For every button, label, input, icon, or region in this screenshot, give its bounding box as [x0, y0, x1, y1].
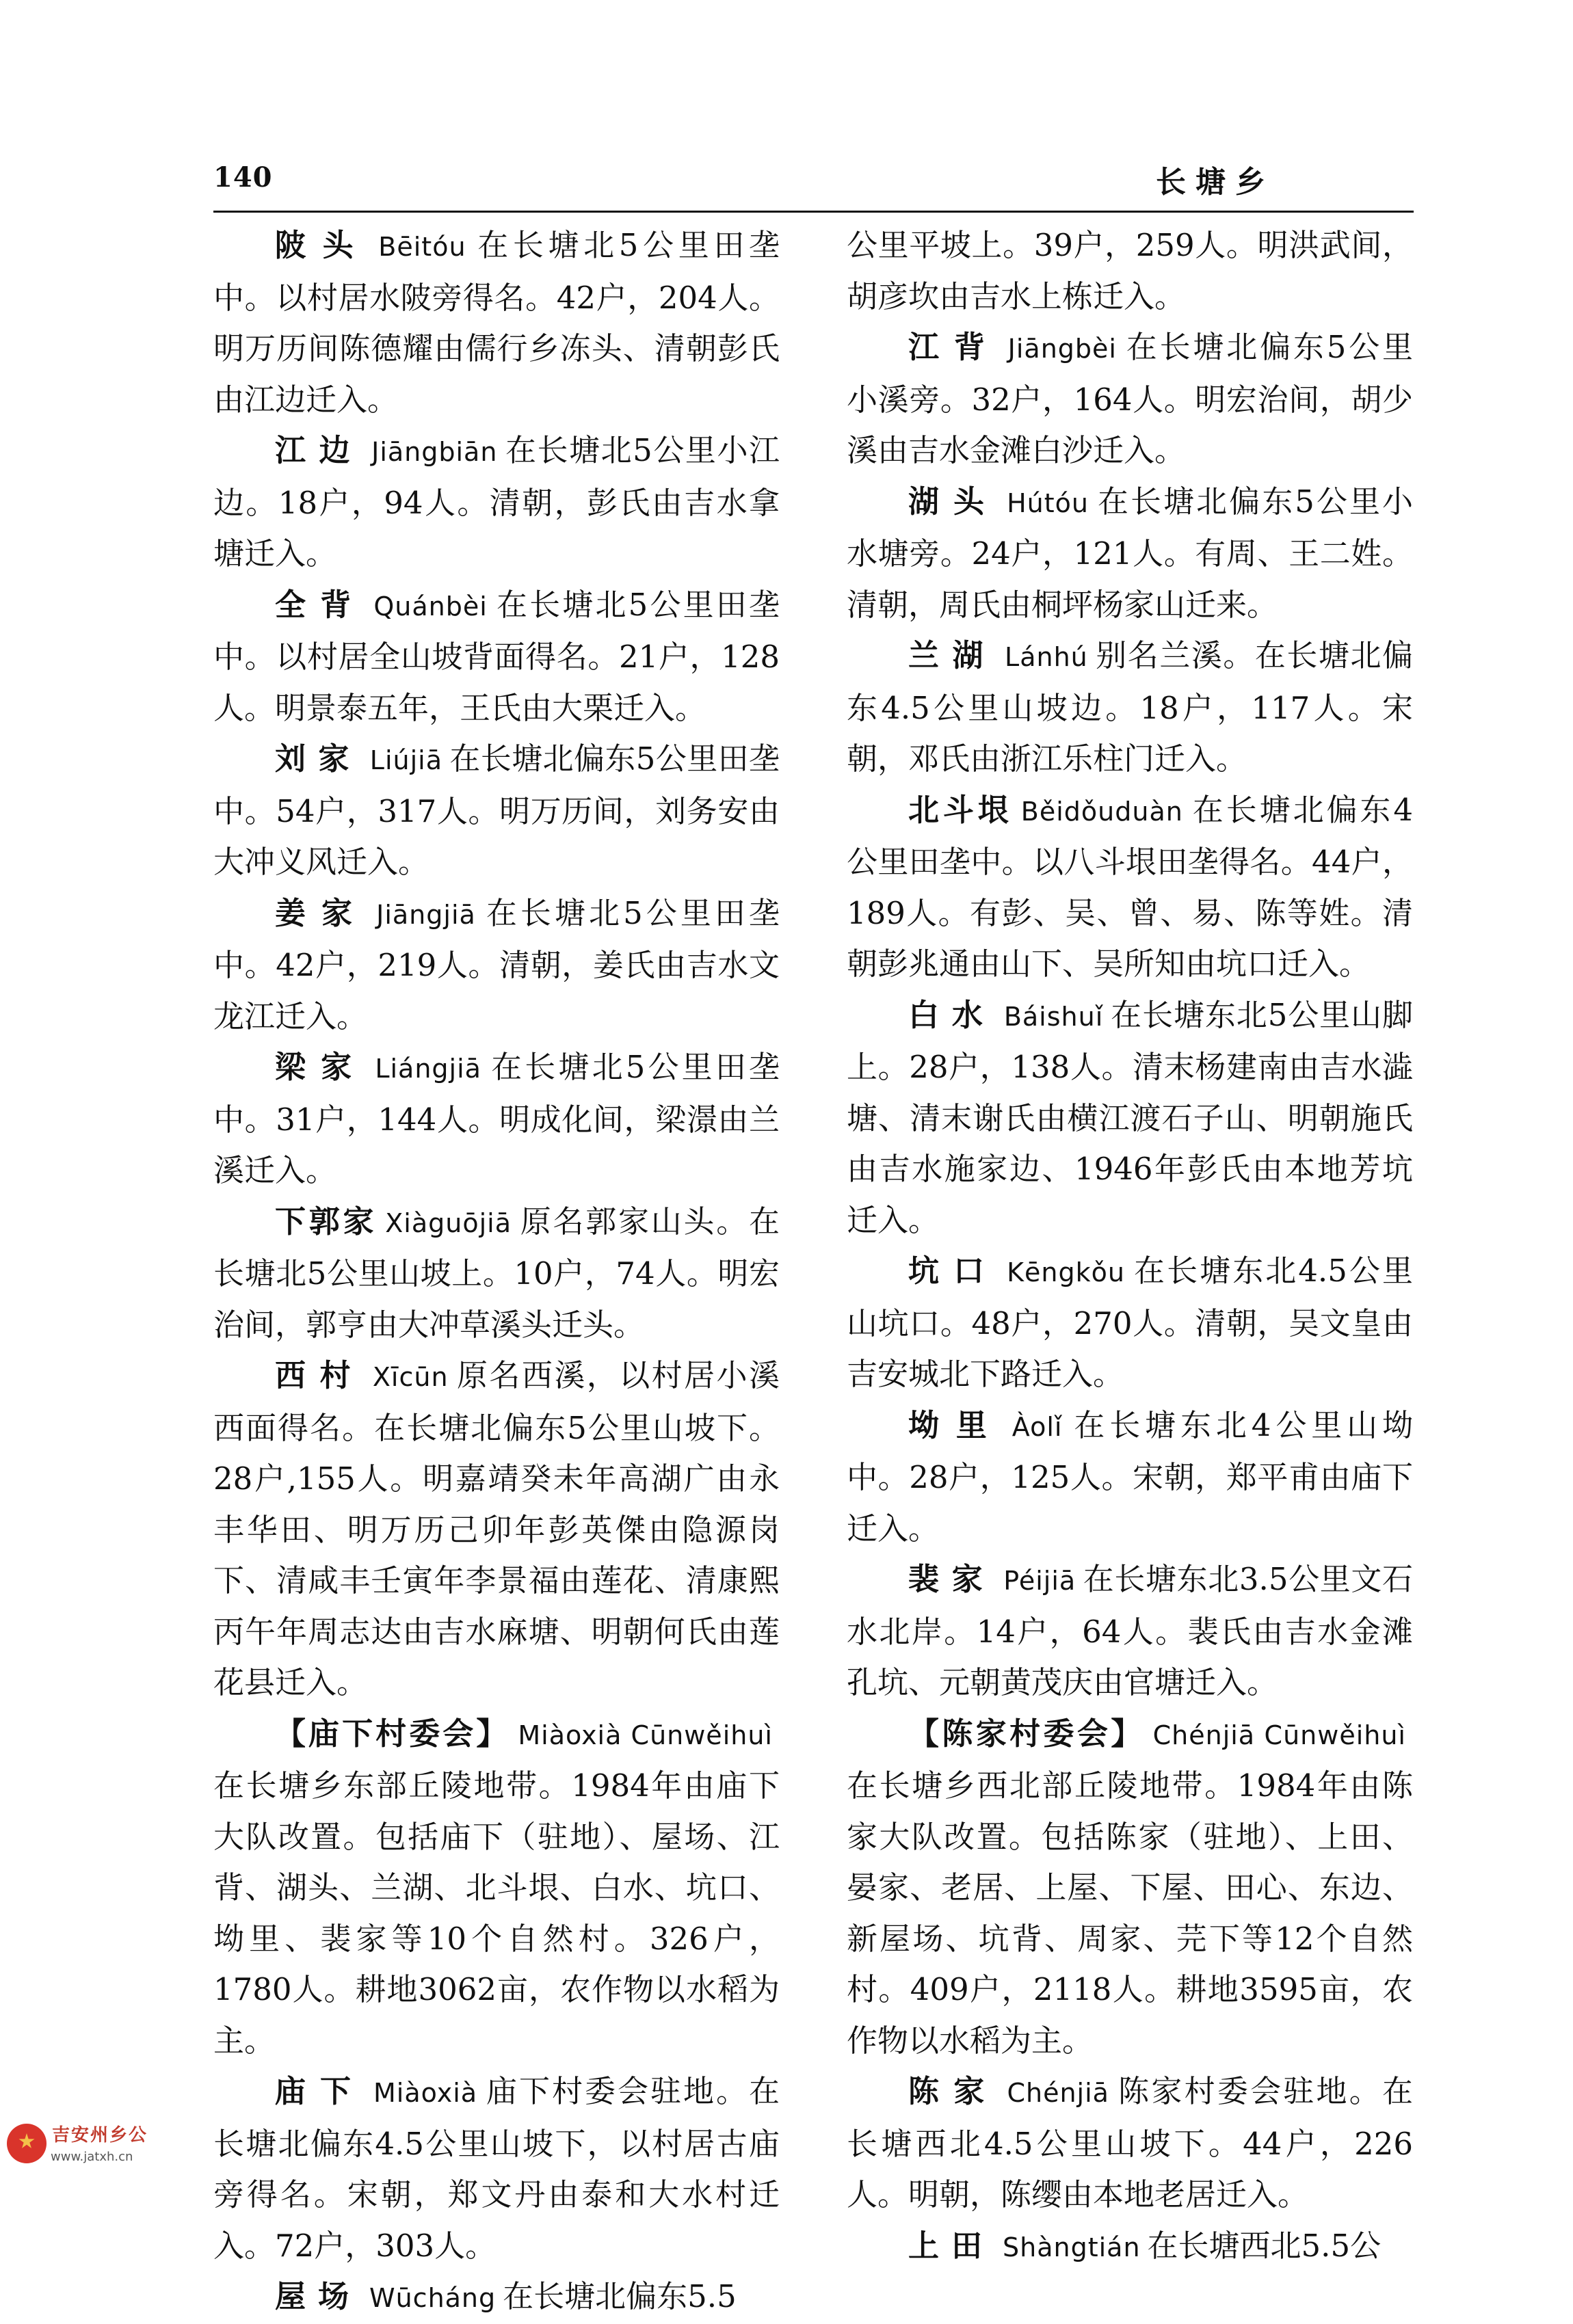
entry-term: 姜家 — [275, 894, 369, 931]
village-entry — [847, 2221, 1413, 2273]
entry-term: 下郭家 — [275, 1203, 378, 1240]
entry-text: 别名兰溪。在长塘北偏东4.5公里山坡边。18户，117人。宋朝，邓氏由浙江乐柱门迁入。 — [847, 637, 1413, 777]
entry-text: 在长塘北偏东4公里田垄中。以八斗垠田垄得名。44户，189人。有彭、吴、曾、易、陈等姓。清朝彭兆通由山下、吴所知由坑口迁入。 — [847, 791, 1413, 982]
village-entry — [213, 1350, 780, 1709]
entry-text: 原名西溪，以村居小溪西面得名。在长塘北偏东5公里山坡下。28户,155人。明嘉靖癸未年高湖广由永丰华田、明万历己卯年彭英傑由隐源岗下、清咸丰壬寅年李景福由莲花、清康熙丙午年周志达由吉水麻塘、明朝何氏由莲花县迁入。 — [213, 1357, 780, 1700]
entry-pinyin: Miàoxià Cūnwěihuì — [518, 1720, 773, 1750]
entry-term: 坑口 — [908, 1253, 999, 1289]
entry-text: 在长塘北偏东5公里小水塘旁。24户，121人。有周、王二姓。清朝，周氏由桐坪杨家山迁来。 — [847, 483, 1413, 623]
continued-text: 公里平坡上。39户，259人。明洪武间，胡彦坎由吉水上栋迁入。 — [847, 227, 1413, 315]
village-entry — [847, 1246, 1413, 1400]
entry-term: 庙下 — [275, 2073, 365, 2109]
village-entry — [213, 2271, 780, 2324]
entry-term: 白水 — [908, 996, 996, 1033]
right-column — [847, 220, 1413, 2273]
entry-pinyin: Liújiā — [369, 745, 443, 775]
entry-text: 在长塘东北4公里山坳中。28户，125人。宋朝，郑平甫由庙下迁入。 — [847, 1406, 1413, 1547]
village-entry — [213, 1042, 780, 1197]
village-entry — [213, 888, 780, 1043]
entry-term: 上田 — [908, 2227, 995, 2264]
entry-text: 在长塘东北5公里山脚上。28户，138人。清末杨建南由吉水澁塘、清末谢氏由横江渡石子山、明朝施氏由吉水施家边、1946年彭氏由本地芳坑迁入。 — [847, 996, 1413, 1238]
entry-pinyin: Xīcūn — [372, 1362, 449, 1392]
village-entry — [847, 630, 1413, 785]
entry-term: 陈家 — [908, 2073, 999, 2109]
entry-term: 北斗垠 — [908, 791, 1013, 828]
village-entry — [847, 785, 1413, 990]
village-entry — [847, 1400, 1413, 1555]
entry-pinyin: Àolǐ — [1012, 1411, 1063, 1442]
entry-term: 江背 — [908, 329, 1000, 365]
entry-text: 在长塘北偏东5.5 — [503, 2278, 737, 2314]
seal-icon — [7, 2124, 47, 2163]
entry-text: 在长塘东北3.5公里文石水北岸。14户，64人。裴氏由吉水金滩孔坑、元朝黄茂庆由官塘迁入。 — [847, 1561, 1413, 1700]
entry-term: 江边 — [275, 432, 364, 468]
entry-pinyin: Chénjiā Cūnwěihuì — [1152, 1720, 1406, 1750]
entry-pinyin: Wūcháng — [369, 2283, 497, 2313]
entry-term: 刘家 — [275, 740, 362, 777]
entry-text: 在长塘北5公里小江边。18户，94人。清朝，彭氏由吉水拿塘迁入。 — [213, 432, 780, 572]
entry-text: 在长塘北5公里田垄中。以村居全山坡背面得名。21户，128人。明景泰五年，王氏由大栗迁入。 — [213, 586, 780, 726]
entry-pinyin: Liángjiā — [375, 1054, 481, 1084]
watermark-url: www.jatxh.cn — [51, 2150, 133, 2164]
entry-pinyin: Běidǒuduàn — [1020, 796, 1183, 827]
entry-pinyin: Báishuǐ — [1003, 1001, 1104, 1032]
running-head: 长塘乡 — [1156, 165, 1275, 200]
entry-pinyin: Miàoxià — [373, 2078, 478, 2108]
village-entry — [847, 477, 1413, 631]
entry-term: 梁家 — [275, 1049, 367, 1085]
entry-term: 坳里 — [908, 1406, 1004, 1443]
entry-pinyin: Hútóu — [1007, 487, 1089, 518]
committee-name: 【陈家村委会】 — [908, 1715, 1145, 1752]
committee-entry — [847, 1709, 1413, 2067]
entry-pinyin: Jiāngbiān — [371, 437, 498, 467]
entry-text: 在长塘北偏东5公里田垄中。54户，317人。明万历间，刘务安由大冲义风迁入。 — [213, 740, 780, 880]
village-entry — [847, 2066, 1413, 2221]
entry-text: 在长塘西北5.5公 — [1147, 2227, 1382, 2264]
entry-text: 在长塘东北4.5公里山坑口。48户，270人。清朝，吴文皇由吉安城北下路迁入。 — [847, 1253, 1413, 1392]
watermark-text: 吉安州乡公 — [52, 2125, 148, 2146]
entry-term: 屋场 — [275, 2278, 362, 2314]
page-number: 140 — [213, 161, 273, 193]
village-entry — [213, 580, 780, 734]
entry-term: 陂头 — [275, 227, 371, 263]
entry-term: 兰湖 — [908, 637, 997, 673]
entry-text: 在长塘乡东部丘陵地带。1984年由庙下大队改置。包括庙下（驻地）、屋场、江背、湖头、兰湖、北斗垠、白水、坑口、坳里、裴家等10个自然村。326户，1780人。耕地3062亩，农作物以水稻为主。 — [213, 1767, 780, 2059]
entry-pinyin: Lánhú — [1005, 642, 1088, 672]
entry-term: 湖头 — [908, 483, 999, 520]
entry-pinyin: Jiāngbèi — [1007, 334, 1117, 364]
entry-pinyin: Chénjiā — [1007, 2078, 1109, 2108]
village-entry — [213, 734, 780, 888]
entry-pinyin: Xiàguōjiā — [385, 1207, 512, 1238]
entry-term: 裴家 — [908, 1561, 996, 1597]
village-entry — [213, 425, 780, 580]
entry-text: 陈家村委会驻地。在长塘西北4.5公里山坡下。44户，226人。明朝，陈缨由本地老居迁入。 — [847, 2073, 1413, 2213]
village-entry — [847, 1554, 1413, 1709]
entry-pinyin: Bēitóu — [378, 232, 466, 262]
entry-pinyin: Shàngtián — [1003, 2232, 1141, 2262]
entry-text: 原名郭家山头。在长塘北5公里山坡上。10户，74人。明宏治间，郭亨由大冲草溪头迁头。 — [213, 1203, 780, 1343]
entry-pinyin: Péijiā — [1003, 1566, 1076, 1596]
entry-pinyin: Jiāngjiā — [376, 899, 476, 930]
entry-term: 全背 — [275, 586, 366, 623]
entry-text: 在长塘乡西北部丘陵地带。1984年由陈家大队改置。包括陈家（驻地）、上田、晏家、老居、上屋、下屋、田心、东边、新屋场、坑背、周家、芫下等12个自然村。409户，2118人。耕地3595亩，农作物以水稻为主。 — [847, 1767, 1413, 2059]
entry-text: 在长塘北5公里田垄中。以村居水陂旁得名。42户，204人。明万历间陈德耀由儒行乡冻头、清朝彭氏由江边迁入。 — [213, 227, 780, 418]
village-entry — [847, 322, 1413, 477]
village-entry — [213, 2066, 780, 2271]
village-entry — [213, 220, 780, 425]
site-watermark — [0, 2120, 178, 2174]
entry-pinyin: Kēngkǒu — [1007, 1257, 1125, 1287]
left-column — [213, 220, 780, 2324]
entry-text: 在长塘北5公里田垄中。31户，144人。明成化间，梁澋由兰溪迁入。 — [213, 1049, 780, 1188]
village-entry — [213, 1197, 780, 1351]
village-entry — [847, 990, 1413, 1246]
entry-text: 在长塘北偏东5公里小溪旁。32户，164人。明宏治间，胡少溪由吉水金滩白沙迁入。 — [847, 329, 1413, 468]
entry-pinyin: Quánbèi — [373, 591, 488, 622]
header-rule — [213, 211, 1414, 213]
entry-text: 庙下村委会驻地。在长塘北偏东4.5公里山坡下，以村居古庙旁得名。宋朝，郑文丹由泰和大水村迁入。72户，303人。 — [213, 2073, 780, 2264]
committee-entry — [213, 1709, 780, 2067]
committee-name: 【庙下村委会】 — [275, 1715, 510, 1752]
entry-term: 西村 — [275, 1357, 365, 1393]
entry-text: 在长塘北5公里田垄中。42户，219人。清朝，姜氏由吉水文龙江迁入。 — [213, 894, 780, 1034]
